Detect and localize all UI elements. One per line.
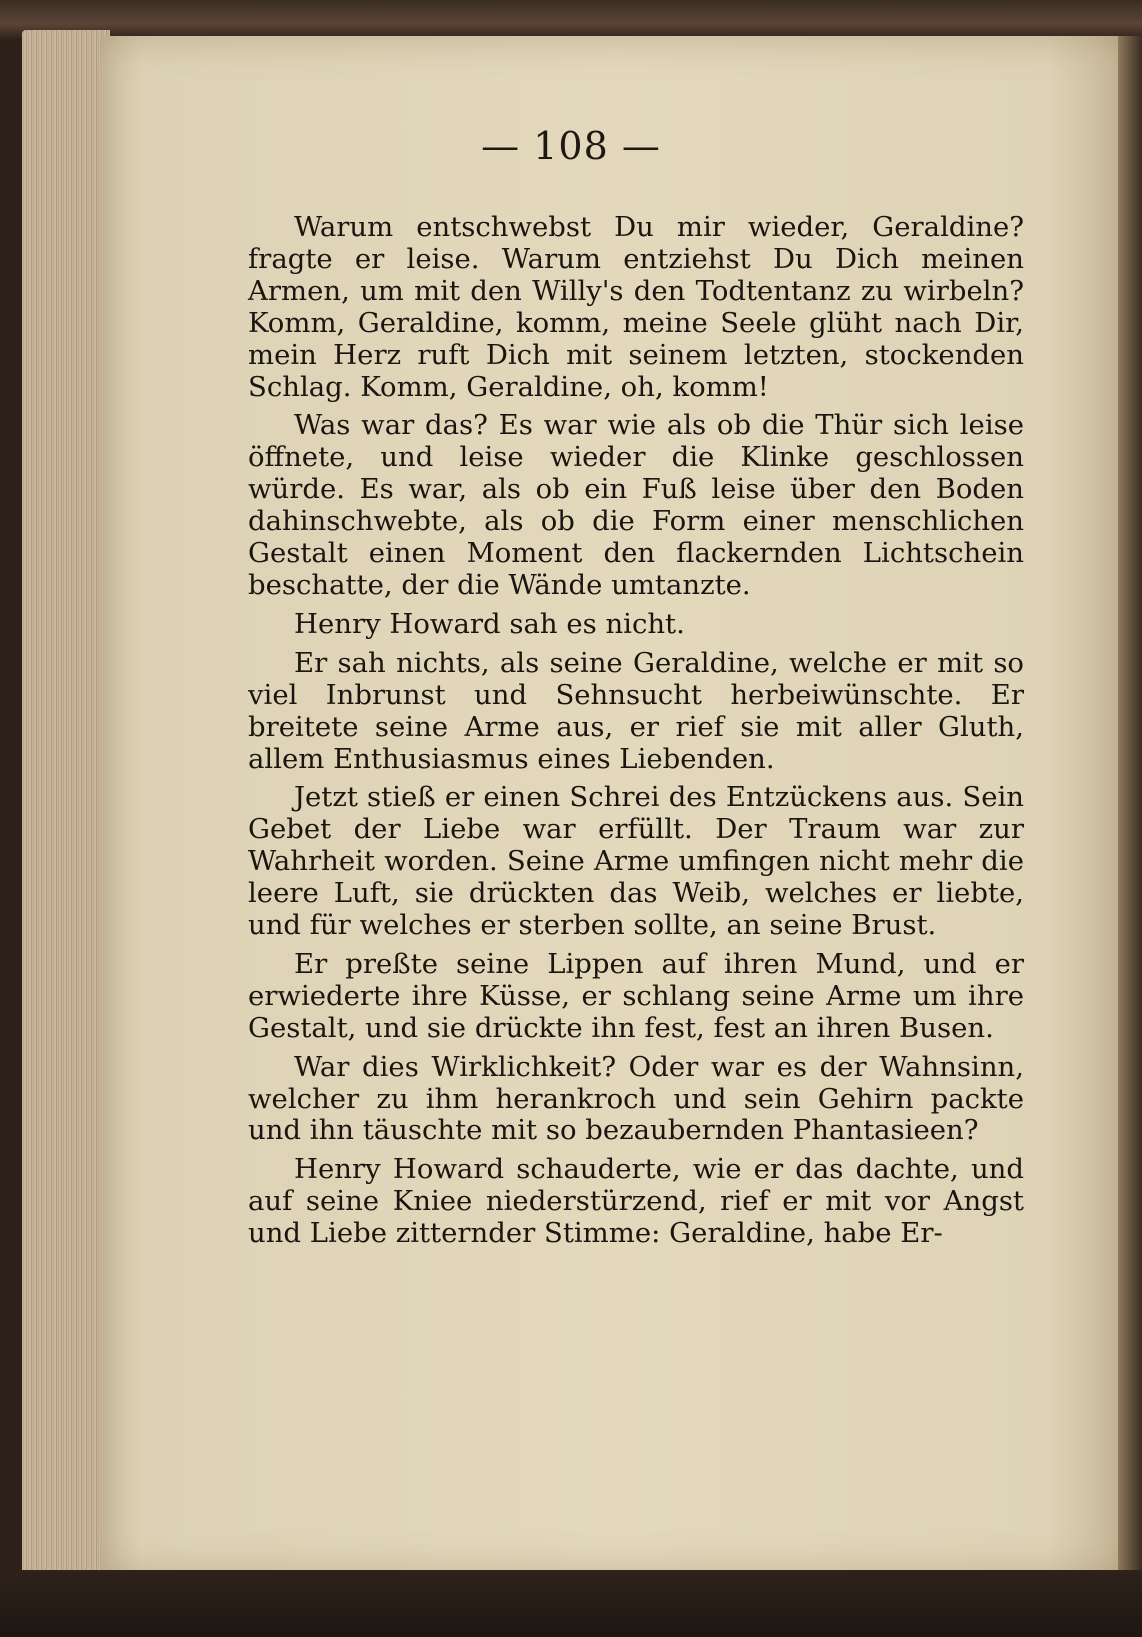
- paragraph: Er preßte seine Lippen auf ihren Mund, und er erwiederte ihre Küsse, er schlang seine Arme um ihre Gestalt, und sie drückte ihn fest, fest an ihren Busen.: [248, 947, 1024, 1044]
- body-text: [248, 212, 1024, 1257]
- paragraph: Henry Howard schauderte, wie er das dachte, und auf seine Kniee niederstürzend, rief er mit vor Angst und Liebe zitternder Stimme: Geraldine, habe Er-: [248, 1153, 1024, 1250]
- book-right-edge: [1118, 36, 1142, 1576]
- paragraph: Was war das? Es war wie als ob die Thür sich leise öffnete, und leise wieder die Klinke geschlossen würde. Es war, als ob ein Fuß leise über den Boden dahinschwebte, als ob die Form einer menschlichen Gestalt einen Moment den flackernden Lichtschein beschatte, der die Wände umtanzte.: [248, 409, 1024, 601]
- paragraph: Jetzt stieß er einen Schrei des Entzückens aus. Sein Gebet der Liebe war erfüllt. Der Traum war zur Wahrheit worden. Seine Arme umfingen nicht mehr die leere Luft, sie drückten das Weib, welches er liebte, und für welches er sterben sollte, an seine Brust.: [248, 781, 1024, 942]
- paragraph: War dies Wirklichkeit? Oder war es der Wahnsinn, welcher zu ihm herankroch und sein Gehirn packte und ihn täuschte mit so bezaubernden Phantasieen?: [248, 1050, 1024, 1147]
- page-edges: [22, 30, 110, 1575]
- paragraph: Er sah nichts, als seine Geraldine, welche er mit so viel Inbrunst und Sehnsucht herbeiwünschte. Er breitete seine Arme aus, er rief sie mit aller Gluth, allem Enthusiasmus eines Liebenden.: [248, 646, 1024, 775]
- book-cover-bottom: [0, 1570, 1142, 1637]
- book-cover-top: [0, 0, 1142, 40]
- paragraph: Warum entschwebst Du mir wieder, Geraldine? fragte er leise. Warum entziehst Du Dich meinen Armen, um mit den Willy's den Todtentanz zu wirbeln? Komm, Geraldine, komm, meine Seele glüht nach Dir, mein Herz ruft Dich mit seinem letzten, stockenden Schlag. Komm, Geraldine, oh, komm!: [248, 211, 1024, 403]
- paragraph: Henry Howard sah es nicht.: [294, 607, 685, 640]
- page-number: — 108 —: [481, 124, 661, 168]
